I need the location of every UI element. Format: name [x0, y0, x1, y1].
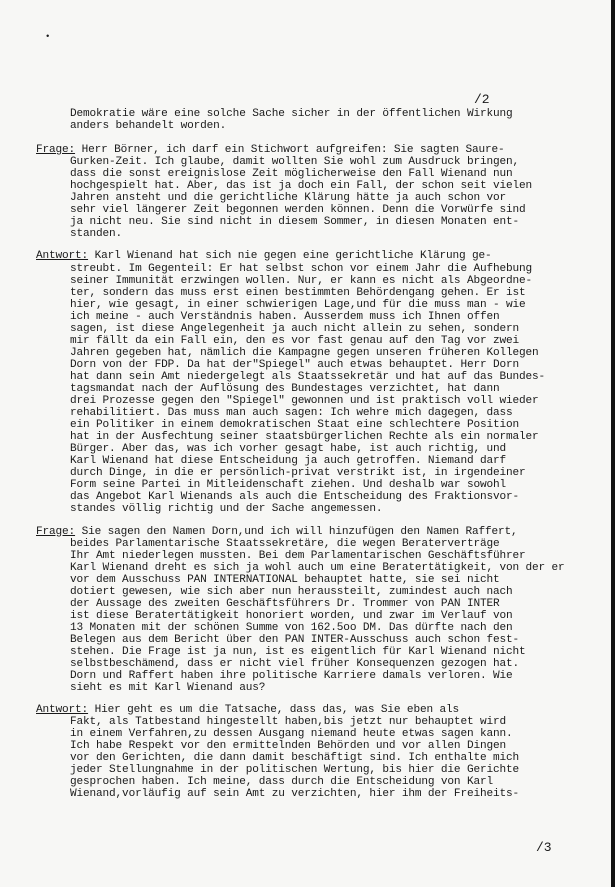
text-line: Belegen aus dem Bericht über den PAN INTER-Ausschuss auch schon fest- [70, 633, 520, 646]
text-line-content: Hier geht es um die Tatsache, dass das, was Sie eben als [94, 704, 459, 717]
text-line: hochgespielt hat. Aber, das ist ja doch ein Fall, der schon seit vielen [70, 180, 533, 193]
text-line: Ihr Amt niederlegen mussten. Bei dem Parlamentarischen Geschäftsführer [70, 549, 526, 562]
text-line: ein Politiker in einem demokratischen Staat eine schlechtere Position [70, 419, 520, 432]
text-line: 13 Monaten mit der schönen Summe von 162.5oo DM. Das dürfte nach den [70, 621, 513, 634]
text-line: vor dem Ausschuss PAN INTERNATIONAL behauptet hatte, sie sei nicht [70, 573, 500, 586]
text-line: dass die sonst ereignislose Zeit möglicherweise den Fall Wienand nun [70, 168, 513, 181]
question-paragraph [36, 144, 566, 240]
text-line: Karl Wienand hat diese Entscheidung ja auch getroffen. Niemand darf [70, 455, 506, 468]
text-line: Bürger. Aber das, was ich vorher gesagt habe, ist auch richtig, und [70, 443, 506, 456]
text-line: Form seine Partei in Mitleidenschaft ziehen. Und deshalb war sowohl [70, 479, 506, 492]
text-line: sagen, ist diese Angelegenheit ja auch nicht allein zu sehen, sondern [70, 322, 520, 335]
text-line [36, 144, 566, 156]
text-line [36, 250, 566, 262]
text-line: ja nicht neu. Sie sind nicht in diesem Sommer, in diesen Monaten ent- [70, 216, 520, 229]
text-line: gesprochen haben. Ich meine, dass durch die Entscheidung von Karl [70, 776, 493, 789]
page-speck: • [45, 32, 51, 42]
answer-paragraph [36, 704, 566, 800]
speaker-label-answer: Antwort: [36, 704, 89, 717]
text-line: in einem Verfahren,zu dessen Ausgang niemand heute etwas sagen kann. [70, 728, 513, 741]
paragraph-continuation [36, 108, 566, 132]
text-line: jeder Stellungnahme in der politischen Wertung, bis hier die Gerichte [70, 764, 520, 777]
text-line: Jahren gegeben hat, nämlich die Kampagne gegen unseren früheren Kollegen [70, 346, 539, 359]
text-line [36, 526, 566, 538]
text-line: Karl Wienand dreht es sich ja wohl auch um eine Beratertätigkeit, von der er [70, 561, 565, 574]
text-line-content: Herr Börner, ich darf ein Stichwort aufgreifen: Sie sagten Saure- [81, 144, 505, 157]
text-line: streubt. Im Gegenteil: Er hat selbst schon vor einem Jahr die Aufhebung [70, 262, 533, 275]
text-line: Gurken-Zeit. Ich glaube, damit wollten Sie wohl zum Ausdruck bringen, [70, 156, 520, 169]
speaker-label-answer: Antwort: [36, 250, 89, 263]
text-line: tagsmandat nach der Auflösung des Bundestages verzichtet, hat dann [70, 382, 500, 395]
text-line: mir fällt da ein Fall ein, den es vor fast genau auf den Tag vor zwei [70, 334, 520, 347]
text-line: stehen. Die Frage ist ja nun, ist es eigentlich für Karl Wienand nicht [70, 645, 526, 658]
answer-paragraph [36, 250, 566, 515]
text-line: durch Dinge, in die er persönlich-privat verstrikt ist, in irgendeiner [70, 467, 526, 480]
text-line: drei Prozesse gegen den "Spiegel" gewonnen und ist praktisch voll wieder [70, 395, 539, 408]
text-line: hier, wie gesagt, in einer schwierigen Lage,und für die muss man - wie [70, 298, 526, 311]
text-line: Fakt, als Tatbestand hingestellt haben,bis jetzt nur behauptet wird [70, 716, 506, 729]
text-line: Wienand,vorläufig auf sein Amt zu verzichten, hier ihm der Freiheits- [70, 788, 520, 801]
text-line: ist diese Beratertätigkeit honoriert worden, und zwar im Verlauf von [70, 609, 513, 622]
interview-transcript [36, 108, 566, 811]
text-line: standes völlig richtig und der Sache angemessen. [70, 503, 383, 516]
text-line: selbstbeschämend, dass er nicht viel früher Konsequenzen gezogen hat. [70, 658, 520, 671]
text-line: hat dann sein Amt niedergelegt als Staatssekretär und hat auf das Bundes- [70, 370, 546, 383]
text-line: seiner Immunität erzwingen wollen. Nur, er kann es nicht als Abgeordne- [70, 274, 533, 287]
text-line: sehr viel längerer Zeit begonnen werden können. Denn die Vorwürfe sind [70, 204, 526, 217]
speaker-label-question: Frage: [36, 525, 76, 538]
text-line: hat in der Ausfechtung seiner staatsbürgerlichen Rechte als ein normaler [70, 431, 539, 444]
text-line: dotiert gewesen, wie sich aber nun heraussteilt, zumindest auch nach [70, 585, 513, 598]
text-line: das Angebot Karl Wienands als auch die Entscheidung des Fraktionsvor- [70, 491, 520, 504]
text-line-content: Karl Wienand hat sich nie gegen eine gerichtliche Klärung ge- [94, 250, 492, 263]
text-line-content: Sie sagen den Namen Dorn,und ich will hinzufügen den Namen Raffert, [81, 525, 518, 538]
text-line: Jahren ansteht und die gerichtliche Klärung hätte ja auch schon vor [70, 192, 506, 205]
text-line: sieht es mit Karl Wienand aus? [70, 682, 266, 695]
speaker-label-question: Frage: [36, 144, 76, 157]
text-line [36, 704, 566, 716]
text-line: Demokratie wäre eine solche Sache sicher in der öffentlichen Wirkung [70, 108, 513, 120]
question-paragraph [36, 526, 566, 695]
text-line: beides Parlamentarische Staatssekretäre, die wegen Beraterverträge [70, 537, 500, 550]
text-line: ich meine - auch Verständnis haben. Ausserdem muss ich Ihnen offen [70, 310, 500, 323]
text-line: ter, sondern das muss erst einen bestimmten Behördengang gehen. Er ist [70, 286, 526, 299]
text-line: Ich habe Respekt vor den ermittelnden Behörden und vor allen Dingen [70, 740, 506, 753]
text-line: Dorn von der FDP. Da hat der"Spiegel" auch etwas behauptet. Herr Dorn [70, 358, 520, 371]
text-line: standen. [70, 228, 123, 241]
text-line: anders behandelt worden. [70, 120, 227, 133]
page-number-top: /2 [474, 92, 490, 107]
text-line: der Aussage des zweiten Geschäftsführers Dr. Trommer von PAN INTER [70, 597, 500, 610]
text-line: vor den Gerichten, die dann damit beschäftigt sind. Ich enthalte mich [70, 752, 520, 765]
text-line: Dorn und Raffert haben ihre politische Karriere damals verloren. Wie [70, 670, 513, 683]
text-line: rehabilitiert. Das muss man auch sagen: Ich wehre mich dagegen, dass [70, 407, 513, 420]
page-number-bottom: /3 [536, 840, 552, 855]
